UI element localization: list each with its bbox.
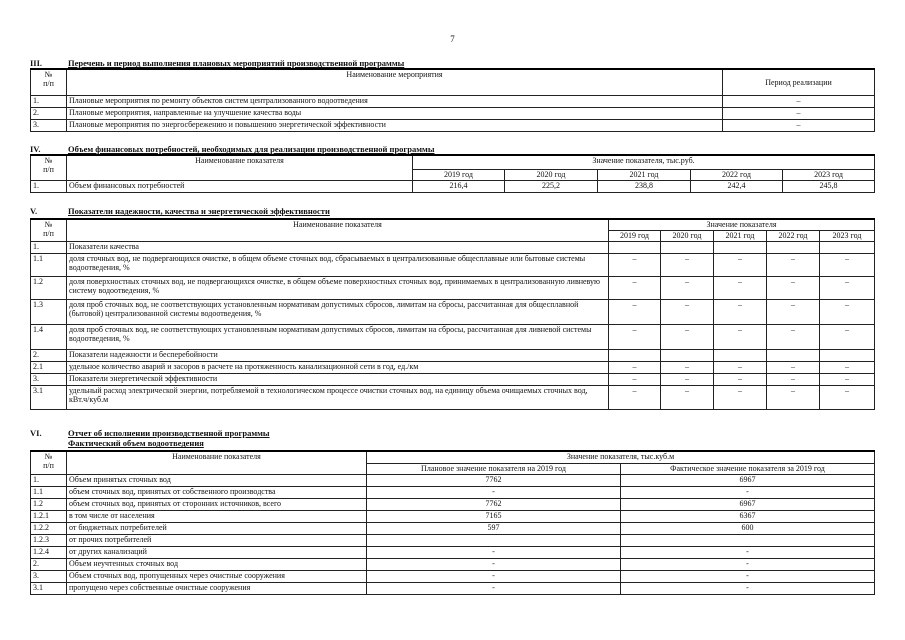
year-header: 2021 год [598,169,691,180]
row-plan: 7165 [367,510,621,522]
row-plan [367,534,621,546]
row-period: – [723,119,875,131]
year-header: 2022 год [767,230,820,241]
col-header-num: № п/п [31,155,67,180]
row-name: пропущено через собственные очистные сооружения [67,582,367,594]
row-value [820,241,875,253]
row-period: – [723,95,875,107]
row-value [767,349,820,361]
row-name: удельный расход электрической энергии, потребляемой в технологическом процессе очистки сточных вод, на единицу объема очищаемых сточных вод, кВт.ч/куб.м [67,385,609,409]
row-value: – [609,324,661,349]
row-fact: 6967 [621,498,875,510]
section-6-subtitle: Фактический объем водоотведения [68,438,204,448]
row-plan: - [367,558,621,570]
row-value: – [820,373,875,385]
table-row [31,276,875,299]
row-value: – [609,373,661,385]
row-period: – [723,107,875,119]
row-number: 1.2 [31,276,67,299]
col-header-num: № п/п [31,451,67,474]
row-name: Объем неучтенных сточных вод [67,558,367,570]
row-number: 1.1 [31,253,67,276]
table-row [31,349,875,361]
row-number: 3.1 [31,385,67,409]
row-value: – [661,361,714,373]
row-number: 1.2 [31,498,67,510]
row-number: 2. [31,558,67,570]
row-number: 2.1 [31,361,67,373]
section-4-heading [30,144,434,154]
row-value: – [661,253,714,276]
row-value: 225,2 [505,180,598,192]
section-5-number: V. [30,206,38,216]
row-name: Показатели энергетической эффективности [67,373,609,385]
col-header-value: Значение показателя [609,219,875,230]
row-value: – [609,253,661,276]
table-row [31,510,875,522]
row-name: удельное количество аварий и засоров в расчете на протяженность канализационной сети в год, ед./км [67,361,609,373]
row-number: 1. [31,95,67,107]
row-number: 1. [31,474,67,486]
row-value: – [820,324,875,349]
row-name: в том числе от населения [67,510,367,522]
row-name: Показатели надежности и бесперебойности [67,349,609,361]
col-header-num: № п/п [31,69,67,95]
row-number: 3. [31,119,67,131]
row-value: – [661,373,714,385]
row-name: Показатели качества [67,241,609,253]
table-row [31,534,875,546]
row-number: 3. [31,373,67,385]
table-row [31,324,875,349]
table-report [30,450,875,595]
row-value: – [661,276,714,299]
col-header-period: Период реализации [723,69,875,95]
table-row [31,107,875,119]
row-value: – [609,361,661,373]
row-name: от прочих потребителей [67,534,367,546]
row-value: 238,8 [598,180,691,192]
row-number: 1.2.4 [31,546,67,558]
col-header-name: Наименование показателя [67,155,413,180]
section-6-number: VI. [30,428,42,438]
row-value: – [820,299,875,324]
row-value: – [714,373,767,385]
row-value [661,241,714,253]
table-row [31,241,875,253]
row-value [767,241,820,253]
row-fact: - [621,486,875,498]
col-header-value: Значение показателя, тыс.руб. [413,155,875,169]
row-fact: - [621,558,875,570]
table-row [31,361,875,373]
row-number: 3. [31,570,67,582]
row-value: – [609,299,661,324]
row-value: 245,8 [783,180,875,192]
row-fact: 6967 [621,474,875,486]
section-5-title: Показатели надежности, качества и энергетической эффективности [68,206,330,216]
table-events [30,68,875,132]
table-row [31,498,875,510]
row-value: – [714,385,767,409]
row-plan: - [367,570,621,582]
table-indicators [30,218,875,410]
year-header: 2022 год [691,169,783,180]
row-fact: 6367 [621,510,875,522]
row-fact [621,534,875,546]
row-fact: - [621,546,875,558]
row-value: – [661,385,714,409]
row-number: 3.1 [31,582,67,594]
row-value: – [714,361,767,373]
table-row [31,546,875,558]
year-header: 2019 год [413,169,505,180]
table-row [31,119,875,131]
row-name: Плановые мероприятия по энергосбережению и повышению энергетической эффективности [67,119,723,131]
row-value [609,241,661,253]
row-value: – [661,299,714,324]
section-3-heading [30,58,404,68]
row-number: 1.2.2 [31,522,67,534]
col-header-name: Наименование показателя [67,219,609,241]
table-row [31,558,875,570]
section-3-title: Перечень и период выполнения плановых мероприятий производственной программы [68,58,405,68]
row-value: – [609,385,661,409]
row-fact: - [621,570,875,582]
year-header: 2020 год [505,169,598,180]
table-finance [30,154,875,193]
row-value: – [767,276,820,299]
year-header: 2023 год [820,230,875,241]
row-value [714,349,767,361]
row-value: – [714,276,767,299]
row-value [820,349,875,361]
row-value: – [714,253,767,276]
row-value: – [714,299,767,324]
row-plan: - [367,546,621,558]
section-5-heading [30,206,330,216]
row-value: – [767,324,820,349]
row-number: 2. [31,107,67,119]
row-name: Плановые мероприятия, направленные на улучшение качества воды [67,107,723,119]
row-value: – [820,253,875,276]
col-header-name: Наименование мероприятия [67,69,723,95]
row-value: 216,4 [413,180,505,192]
table-row [31,95,875,107]
row-name: от других канализаций [67,546,367,558]
row-plan: - [367,486,621,498]
table-row [31,474,875,486]
row-fact: 600 [621,522,875,534]
col-header-num: № п/п [31,219,67,241]
row-number: 1. [31,180,67,192]
table-row [31,522,875,534]
row-number: 1.2.3 [31,534,67,546]
row-value: – [767,373,820,385]
row-number: 2. [31,349,67,361]
col-header-name: Наименование показателя [67,451,367,474]
row-name: от бюджетных потребителей [67,522,367,534]
row-value: – [820,361,875,373]
table-row [31,180,875,192]
row-value: – [820,385,875,409]
row-name: доля поверхностных сточных вод, не подвергающихся очистке, в общем объеме поверхностных сточных вод, принимаемых в централизованную ливневую систему водоотведения, % [67,276,609,299]
page-number: 7 [450,34,455,44]
row-plan: - [367,582,621,594]
row-name: Плановые мероприятия по ремонту объектов систем централизованного водоотведения [67,95,723,107]
row-fact: - [621,582,875,594]
table-row [31,486,875,498]
table-row [31,385,875,409]
row-plan: 7762 [367,498,621,510]
row-name: Объем финансовых потребностей [67,180,413,192]
row-value: – [767,253,820,276]
row-number: 1.4 [31,324,67,349]
row-value: 242,4 [691,180,783,192]
row-name: доля проб сточных вод, не соответствующих установленным нормативам допустимых сбросов, лимитам на сбросы, рассчитанная для общесплавной (бытовой) централизованной системы водоотведения, % [67,299,609,324]
row-number: 1. [31,241,67,253]
section-6-heading [30,428,270,438]
table-row [31,582,875,594]
row-number: 1.2.1 [31,510,67,522]
row-name: объем сточных вод, принятых от собственного производства [67,486,367,498]
section-3-number: III. [30,58,43,68]
row-value: – [767,361,820,373]
section-6-title: Отчет об исполнении производственной программы [68,428,270,438]
year-header: 2023 год [783,169,875,180]
row-value: – [767,299,820,324]
table-row [31,373,875,385]
row-plan: 597 [367,522,621,534]
table-row [31,570,875,582]
year-header: 2020 год [661,230,714,241]
year-header: 2019 год [609,230,661,241]
table-row [31,299,875,324]
row-name: доля сточных вод, не подвергающихся очистке, в общем объеме сточных вод, сбрасываемых в централизованные общесплавные или бытовые системы водоотведения, % [67,253,609,276]
row-value [609,349,661,361]
row-number: 1.3 [31,299,67,324]
table-row [31,253,875,276]
row-name: Объем сточных вод, пропущенных через очистные сооружения [67,570,367,582]
row-plan: 7762 [367,474,621,486]
row-value [661,349,714,361]
row-name: доля проб сточных вод, не соответствующих установленным нормативам допустимых сбросов, лимитам на сбросы, рассчитанная для ливневой системы водоотведения, % [67,324,609,349]
row-value: – [820,276,875,299]
row-name: объем сточных вод, принятых от сторонних источников, всего [67,498,367,510]
row-name: Объем принятых сточных вод [67,474,367,486]
col-header-value: Значение показателя, тыс.куб.м [367,451,875,463]
row-value: – [609,276,661,299]
year-header: 2021 год [714,230,767,241]
section-4-number: IV. [30,144,41,154]
row-value [714,241,767,253]
col-header-plan: Плановое значение показателя на 2019 год [367,463,621,474]
row-value: – [714,324,767,349]
section-4-title: Объем финансовых потребностей, необходимых для реализации производственной программы [68,144,435,154]
row-number: 1.1 [31,486,67,498]
col-header-fact: Фактическое значение показателя за 2019 год [621,463,875,474]
row-value: – [661,324,714,349]
row-value: – [767,385,820,409]
